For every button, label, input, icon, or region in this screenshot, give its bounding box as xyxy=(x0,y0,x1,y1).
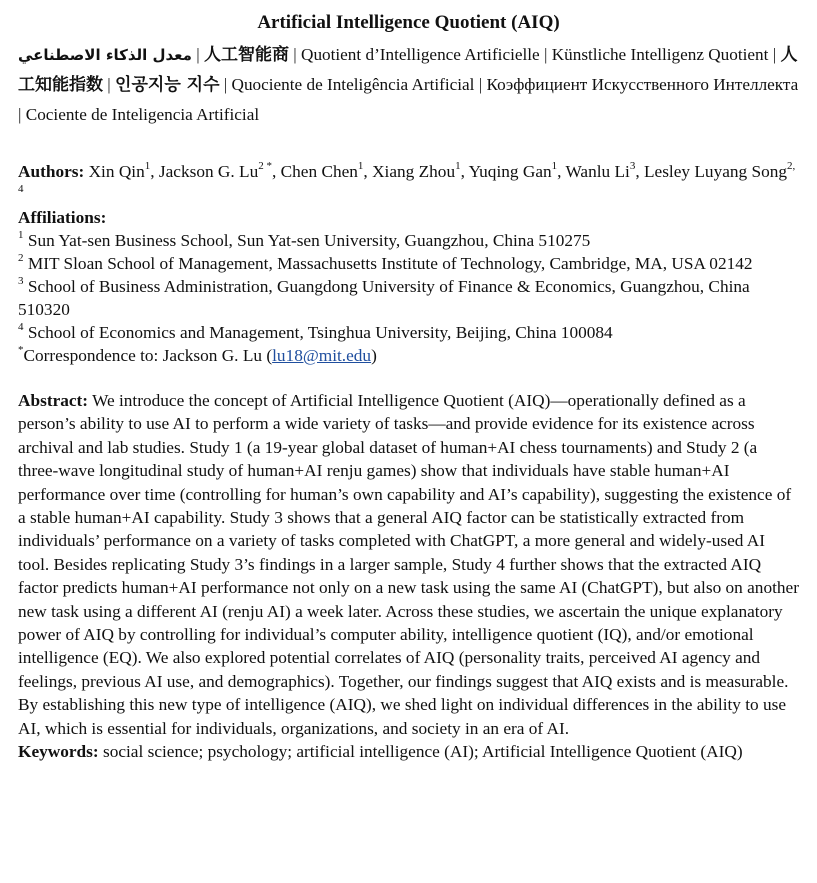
translation-french: Quotient d’Intelligence Artificielle xyxy=(301,45,540,64)
translation-portuguese: Quociente de Inteligência Artificial xyxy=(231,75,475,94)
author-name: Lesley Luyang Song xyxy=(643,162,788,181)
translation-chinese: 人工智能商 xyxy=(203,45,289,65)
keywords-text: social science; psychology; artificial intelligence (AI); Artificial Intelligence Quotient (AIQ) xyxy=(102,742,743,762)
author-affiliation-sup: 1 xyxy=(144,160,151,173)
email-link[interactable]: lu18@mit.edu xyxy=(272,346,372,365)
affiliation-item: $^1$ Sun Yat-sen Business School, Sun Yat-sen University, Guangzhou, China 510275 xyxy=(18,229,591,250)
correspondence-line: *Correspondence to: Jackson G. Lu (lu18@mit.edu) xyxy=(18,344,377,365)
affiliations-label: Affiliations: xyxy=(18,208,107,227)
separator: | xyxy=(196,45,200,64)
translation-japanese: 人工知能指数 xyxy=(18,45,798,95)
author-name: Xiang Zhou xyxy=(372,162,456,181)
separator: | xyxy=(772,45,777,64)
author-affiliation-sup: 3 xyxy=(629,160,636,173)
paper-title: Artificial Intelligence Quotient (AIQ) xyxy=(257,12,560,33)
separator: | xyxy=(18,105,22,124)
abstract-paragraph xyxy=(18,389,799,740)
separator: | xyxy=(223,75,228,94)
author-name: Chen Chen xyxy=(280,162,358,181)
affiliation-item: $^3$ School of Business Administration, Guangdong University of Finance & Economics, Guangzhou, China 510320 xyxy=(18,275,750,319)
author-name: Wanlu Li xyxy=(565,162,630,181)
authors-line: Authors: Xin Qin$^1$, Jackson G. $Lu^{2 *}$, Chen Chen$^1$, Xiang Zhou$^1$, Yuqing Gan$^1$, Wanlu Li$^3$, Lesley Luyang Song$^{2, 4}$ xyxy=(18,160,796,196)
separator: | xyxy=(293,45,297,64)
title-translations xyxy=(18,40,799,129)
translation-arabic: معدل الذكاء الاصطناعي xyxy=(18,46,192,64)
abstract-label: Abstract: xyxy=(18,391,89,410)
separator: | xyxy=(543,45,548,64)
translation-korean: 인공지능 지수 xyxy=(115,75,220,95)
author-affiliation-sup: 2, 4 xyxy=(18,160,796,196)
author-name: Jackson G. Lu xyxy=(158,162,259,181)
author-name: Xin Qin xyxy=(88,162,145,181)
affiliation-item: $^2$ MIT Sloan School of Management, Massachusetts Institute of Technology, Cambridge, MA, USA 02142 xyxy=(18,252,753,273)
separator: | xyxy=(107,75,111,94)
author-name: Yuqing Gan xyxy=(468,162,552,181)
translation-spanish: Cociente de Inteligencia Artificial xyxy=(25,105,260,124)
author-affiliation-sup: 1 xyxy=(551,160,558,173)
keywords-label: Keywords: xyxy=(18,742,99,762)
keywords-paragraph xyxy=(18,740,799,763)
author-affiliation-sup: 2 * xyxy=(258,160,272,173)
affiliation-item: $^4$ School of Economics and Management, Tsinghua University, Beijing, China 100084 xyxy=(18,321,613,342)
translation-german: Künstliche Intelligenz Quotient xyxy=(551,45,769,64)
author-affiliation-sup: 1 xyxy=(357,160,364,173)
author-affiliation-sup: 1 xyxy=(455,160,461,173)
separator: | xyxy=(478,75,483,94)
translation-russian: Коэффициент Искусственного Интеллекта xyxy=(486,75,799,94)
authors-label: Authors: xyxy=(18,162,85,181)
abstract-text: We introduce the concept of Artificial Intelligence Quotient (AIQ)—operationally defined as a person’s ability to use AI to perform a wide variety of tasks—and provide evidence for its existence across archival and lab studies. Study 1 (a 19-year global dataset of human+AI chess tournaments) and Study 2 (a three-wave longitudinal study of human+AI renju games) show that individuals have stable human+AI performance over time (controlling for human’s own capability and AI’s capability), suggesting the existence of a stable human+AI capability. Study 3 shows that a general AIQ factor can be statistically extracted from individuals’ performance on a variety of tasks completed with ChatGPT, a more general and widely-used AI tool. Besides replicating Study 3’s findings in a larger sample, Study 4 further shows that the extracted AIQ factor predicts human+AI performance not only on a new task using the same AI (ChatGPT), but also on another new task using a different AI (renju AI) a week later. Across these studies, we ascertain the unique explanatory power of AIQ by controlling for individual’s computer ability, intelligence quotient (IQ), and/or emotional intelligence (EQ). We also explored potential correlates of AIQ (personality traits, perceived AI agency and feelings, previous AI use, and demographics). Together, our findings suggest that AIQ exists and is measurable. By establishing this new type of intelligence (AIQ), we shed light on individual differences in the ability to use AI, which is essential for individuals, organizations, and society in an era of AI. xyxy=(18,391,799,738)
